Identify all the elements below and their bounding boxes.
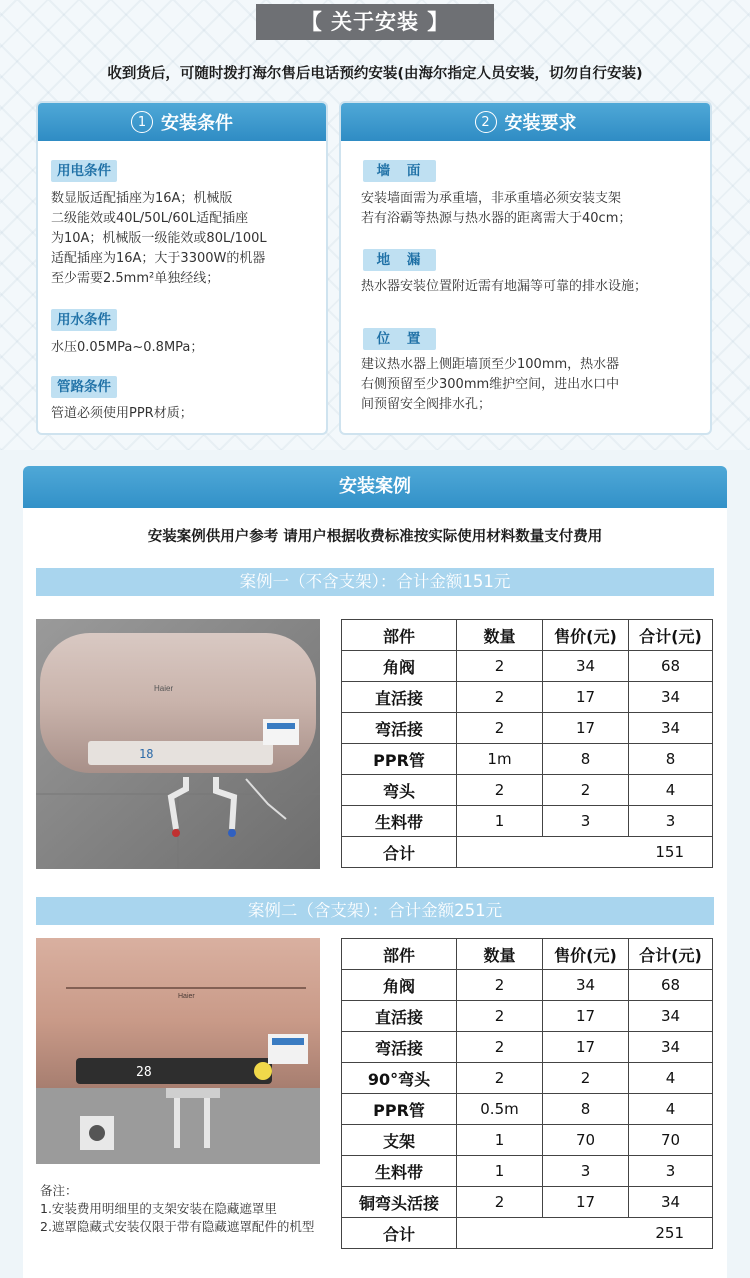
requirements-title: 安装要求	[504, 113, 577, 134]
cell-qty: 0.5m	[457, 1094, 543, 1125]
total-label: 合计	[342, 1218, 457, 1249]
table-row	[342, 970, 713, 1001]
total-label: 合计	[342, 837, 457, 868]
position-text: 建议热水器上侧距墙顶至少100mm，热水器 右侧预留至少300mm维护空间，进出水口中 间预留安全阀排水孔；	[361, 357, 620, 412]
requirements-header	[341, 103, 710, 141]
conditions-header	[38, 103, 326, 141]
cell-part: 铜弯头活接	[342, 1187, 457, 1218]
total-value: 151	[457, 837, 713, 868]
header-subtotal: 合计(元)	[629, 939, 713, 970]
cases-subtitle: 安装案例供用户参考 请用户根据收费标准按实际使用材料数量支付费用	[147, 529, 603, 545]
cell-price: 17	[543, 682, 629, 713]
wall-text: 安装墙面需为承重墙，非承重墙必须安装支架 若有浴霸等热源与热水器的距离需大于40cm；	[361, 191, 632, 226]
table-row	[342, 651, 713, 682]
cell-part: 弯活接	[342, 1032, 457, 1063]
cell-subtotal: 34	[629, 1032, 713, 1063]
case2-table	[341, 938, 713, 1249]
cell-part: 弯活接	[342, 713, 457, 744]
cell-price: 3	[543, 806, 629, 837]
cell-price: 70	[543, 1125, 629, 1156]
cell-price: 17	[543, 1032, 629, 1063]
cases-header: 安装案例	[23, 466, 727, 508]
page-title: 【 关于安装 】	[256, 4, 494, 40]
cell-price: 17	[543, 713, 629, 744]
cell-subtotal: 8	[629, 744, 713, 775]
cell-part: 直活接	[342, 1001, 457, 1032]
cell-subtotal: 3	[629, 806, 713, 837]
cell-subtotal: 34	[629, 682, 713, 713]
water-text: 水压0.05MPa~0.8MPa；	[51, 340, 204, 355]
table-total-row	[342, 837, 713, 868]
cell-part: 生料带	[342, 1156, 457, 1187]
table-row	[342, 682, 713, 713]
table-row	[342, 1187, 713, 1218]
table-row	[342, 775, 713, 806]
table-row	[342, 1125, 713, 1156]
cell-subtotal: 3	[629, 1156, 713, 1187]
water-heater-image	[36, 619, 320, 869]
brand-logo: Haier	[178, 993, 195, 1000]
cell-price: 2	[543, 1063, 629, 1094]
cell-part: PPR管	[342, 1094, 457, 1125]
header-qty: 数量	[457, 620, 543, 651]
cell-qty: 1	[457, 1156, 543, 1187]
conditions-title: 安装条件	[161, 113, 233, 134]
cell-price: 8	[543, 1094, 629, 1125]
intro-text: 收到货后，可随时拨打海尔售后电话预约安装(由海尔指定人员安装，切勿自行安装)	[107, 66, 643, 82]
case2-photo	[36, 938, 320, 1164]
cell-subtotal: 68	[629, 651, 713, 682]
note-1: 1.安装费用明细里的支架安装在隐藏遮罩里	[40, 1201, 277, 1216]
table-row	[342, 1094, 713, 1125]
cell-qty: 2	[457, 1032, 543, 1063]
display-readout: 28	[136, 1065, 152, 1080]
table-header-row	[342, 620, 713, 651]
note-title: 备注：	[40, 1183, 78, 1198]
cell-part: 角阀	[342, 970, 457, 1001]
cell-qty: 2	[457, 682, 543, 713]
cell-qty: 2	[457, 1187, 543, 1218]
cell-qty: 1m	[457, 744, 543, 775]
cell-price: 34	[543, 970, 629, 1001]
cell-qty: 2	[457, 1063, 543, 1094]
table-row	[342, 1032, 713, 1063]
notes	[40, 1182, 330, 1236]
cell-price: 17	[543, 1001, 629, 1032]
table-header-row	[342, 939, 713, 970]
cell-qty: 2	[457, 1001, 543, 1032]
conditions-card	[36, 101, 328, 435]
header-part: 部件	[342, 939, 457, 970]
cell-part: 90°弯头	[342, 1063, 457, 1094]
table-row	[342, 1156, 713, 1187]
cell-part: 角阀	[342, 651, 457, 682]
header-price: 售价(元)	[543, 939, 629, 970]
display-readout: 18	[139, 747, 154, 761]
power-tag: 用电条件	[51, 160, 117, 182]
case2-title: 案例二（含支架）：合计金额251元	[36, 897, 714, 925]
cell-part: 弯头	[342, 775, 457, 806]
cell-subtotal: 34	[629, 1187, 713, 1218]
brand-logo: Haier	[154, 684, 174, 693]
cell-subtotal: 70	[629, 1125, 713, 1156]
header-subtotal: 合计(元)	[629, 620, 713, 651]
water-heater-image	[36, 938, 320, 1164]
cell-qty: 1	[457, 1125, 543, 1156]
cases-card	[23, 466, 727, 1278]
cell-part: 生料带	[342, 806, 457, 837]
total-value: 251	[457, 1218, 713, 1249]
cell-subtotal: 4	[629, 1094, 713, 1125]
cell-price: 34	[543, 651, 629, 682]
cell-price: 2	[543, 775, 629, 806]
case1-photo	[36, 619, 320, 869]
requirements-card	[339, 101, 712, 435]
cell-qty: 1	[457, 806, 543, 837]
note-2: 2.遮罩隐藏式安装仅限于带有隐藏遮罩配件的机型	[40, 1219, 315, 1234]
cell-price: 17	[543, 1187, 629, 1218]
table-row	[342, 1001, 713, 1032]
table-row	[342, 806, 713, 837]
header-price: 售价(元)	[543, 620, 629, 651]
cell-part: PPR管	[342, 744, 457, 775]
position-tag: 位 置	[363, 328, 436, 350]
table-row	[342, 744, 713, 775]
cell-price: 3	[543, 1156, 629, 1187]
cell-subtotal: 68	[629, 970, 713, 1001]
number-badge: 2	[475, 111, 497, 133]
wall-tag: 墙 面	[363, 160, 436, 182]
case1-table	[341, 619, 713, 868]
cell-qty: 2	[457, 713, 543, 744]
table-row	[342, 713, 713, 744]
pipe-text: 管道必须使用PPR材质；	[51, 406, 193, 421]
power-text: 数显版适配插座为16A；机械版 二级能效或40L/50L/60L适配插座 为10A；机械版一级能效或80L/100L 适配插座为16A；大于3300W的机器 至少需要2.5mm²单独经线；	[51, 191, 267, 286]
cell-subtotal: 34	[629, 713, 713, 744]
cell-price: 8	[543, 744, 629, 775]
header-qty: 数量	[457, 939, 543, 970]
header-part: 部件	[342, 620, 457, 651]
cell-part: 直活接	[342, 682, 457, 713]
cell-subtotal: 4	[629, 775, 713, 806]
drain-tag: 地 漏	[363, 249, 436, 271]
cell-subtotal: 34	[629, 1001, 713, 1032]
table-total-row	[342, 1218, 713, 1249]
pipe-tag: 管路条件	[51, 376, 117, 398]
cell-qty: 2	[457, 970, 543, 1001]
case1-title: 案例一（不含支架）：合计金额151元	[36, 568, 714, 596]
cell-part: 支架	[342, 1125, 457, 1156]
cell-qty: 2	[457, 651, 543, 682]
number-badge: 1	[131, 111, 153, 133]
water-tag: 用水条件	[51, 309, 117, 331]
cell-subtotal: 4	[629, 1063, 713, 1094]
cell-qty: 2	[457, 775, 543, 806]
table-row	[342, 1063, 713, 1094]
drain-text: 热水器安装位置附近需有地漏等可靠的排水设施；	[361, 279, 648, 294]
